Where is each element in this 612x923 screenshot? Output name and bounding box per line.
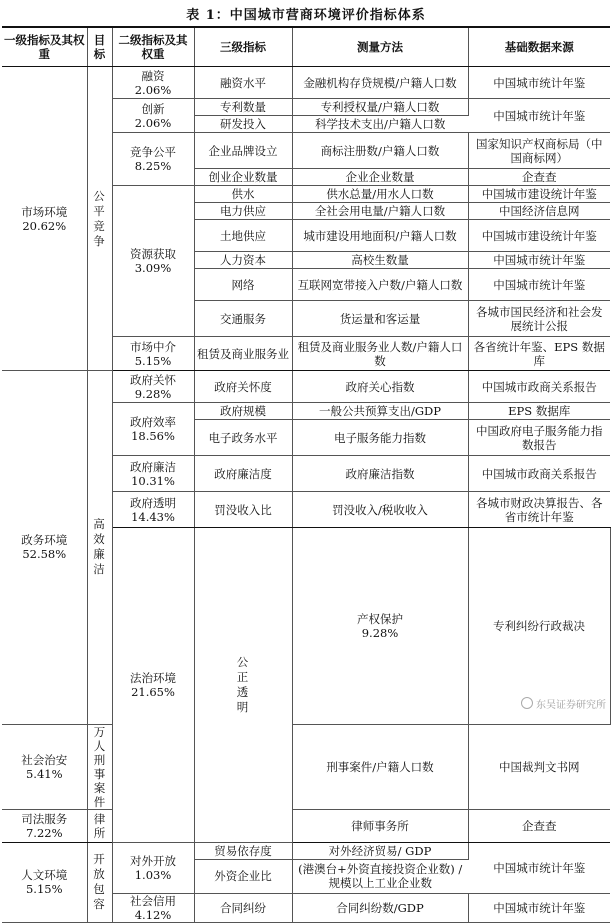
- method-cell: 全社会用电量/户籍人口数: [292, 203, 468, 220]
- source-cell: 中国城市统计年鉴: [468, 269, 610, 301]
- l2-cell: 资源获取 3.09%: [112, 186, 194, 337]
- l3-cell: 电子政务水平: [194, 420, 292, 456]
- method-cell: 货运量和客运量: [292, 301, 468, 337]
- l3-cell: 律所: [87, 809, 112, 842]
- l2-cell: 政府关怀 9.28%: [112, 371, 194, 403]
- l3-cell: 专利纠纷行政裁决: [468, 528, 610, 725]
- method-cell: 政府廉洁指数: [292, 456, 468, 492]
- l2-cell: 融资 2.06%: [112, 67, 194, 99]
- l3-cell: 人力资本: [194, 252, 292, 269]
- source-cell: 中国经济信息网: [468, 203, 610, 220]
- l3-cell: 政府廉洁度: [194, 456, 292, 492]
- l2-cell: 政府廉洁 10.31%: [112, 456, 194, 492]
- source-cell: 中国城市政商关系报告: [468, 456, 610, 492]
- source-cell: 中国裁判文书网: [468, 724, 610, 809]
- goal-cell: 公平竞争: [87, 67, 112, 371]
- l3-cell: 合同纠纷: [194, 893, 292, 922]
- method-cell: 一般公共预算支出/GDP: [292, 403, 468, 420]
- source-cell: 企查查: [468, 169, 610, 186]
- header-method: 测量方法: [292, 27, 468, 67]
- l3-cell: 融资水平: [194, 67, 292, 99]
- source-cell: 中国政府电子服务能力指数报告: [468, 420, 610, 456]
- l3-cell: 土地供应: [194, 220, 292, 252]
- l2-cell: 社会治安 5.41%: [2, 724, 87, 809]
- l3-cell: 政府关怀度: [194, 371, 292, 403]
- l3-cell: 研发投入: [194, 116, 292, 133]
- table-row: [2, 842, 610, 859]
- method-cell: 科学技术支出/户籍人口数: [292, 116, 468, 133]
- source-cell: 企查查: [468, 809, 610, 842]
- watermark-logo-icon: [521, 697, 533, 709]
- method-cell: 高校生数量: [292, 252, 468, 269]
- method-cell: 律师事务所: [292, 809, 468, 842]
- method-cell: 专利授权量/户籍人口数: [292, 99, 468, 116]
- l3-cell: 罚没收入比: [194, 492, 292, 528]
- l2-cell: 对外开放 1.03%: [112, 842, 194, 893]
- method-cell: 互联网宽带接入户数/户籍人口数: [292, 269, 468, 301]
- table-row: [2, 371, 610, 403]
- method-cell: 电子服务能力指数: [292, 420, 468, 456]
- l1-cell: 法治环境 21.65%: [112, 528, 194, 843]
- l3-cell: 政府规模: [194, 403, 292, 420]
- goal-cell: 公正透明: [194, 528, 292, 843]
- method-cell: 商标注册数/户籍人口数: [292, 133, 468, 169]
- watermark: [521, 696, 606, 711]
- l3-cell: 万人刑事案件: [87, 724, 112, 809]
- l3-cell: 企业品牌设立: [194, 133, 292, 169]
- source-cell: 中国城市统计年鉴: [468, 67, 610, 99]
- l3-cell: 供水: [194, 186, 292, 203]
- l3-cell: 电力供应: [194, 203, 292, 220]
- header-l2: 二级指标及其权重: [112, 27, 194, 67]
- header-l1: 一级指标及其权重: [2, 27, 87, 67]
- source-cell: 中国城市统计年鉴: [468, 252, 610, 269]
- method-cell: 罚没收入/税收收入: [292, 492, 468, 528]
- source-cell: 中国城市建设统计年鉴: [468, 186, 610, 203]
- goal-cell: 开放包容: [87, 842, 112, 922]
- method-cell: 对外经济贸易/ GDP: [292, 842, 468, 859]
- source-cell: 各城市财政决算报告、各省市统计年鉴: [468, 492, 610, 528]
- l3-cell: 网络: [194, 269, 292, 301]
- l1-cell: 市场环境 20.62%: [2, 67, 87, 371]
- l3-cell: 专利数量: [194, 99, 292, 116]
- l1-cell: 人文环境 5.15%: [2, 842, 87, 922]
- table-title: 表 1：中国城市营商环境评价指标体系: [186, 8, 426, 23]
- l1-cell: 政务环境 52.58%: [2, 371, 87, 725]
- header-l3: 三级指标: [194, 27, 292, 67]
- l2-cell: 政府透明 14.43%: [112, 492, 194, 528]
- l3-cell: 创业企业数量: [194, 169, 292, 186]
- source-cell: 中国城市建设统计年鉴: [468, 220, 610, 252]
- l2-cell: 社会信用 4.12%: [112, 893, 194, 922]
- l3-cell: 贸易依存度: [194, 842, 292, 859]
- l2-cell: 司法服务 7.22%: [2, 809, 87, 842]
- watermark-text: 东吴证券研究所: [536, 700, 606, 711]
- source-cell: 各省统计年鉴、EPS 数据库: [468, 337, 610, 371]
- source-cell: 中国城市统计年鉴: [468, 842, 610, 893]
- method-cell: 合同纠纷数/GDP: [292, 893, 468, 922]
- l2-cell: 市场中介 5.15%: [112, 337, 194, 371]
- header-goal: 目标: [87, 27, 112, 67]
- method-cell: 城市建设用地面积/户籍人口数: [292, 220, 468, 252]
- method-cell: (港澳台+外资直接投资企业数) /规模以上工业企业数: [292, 859, 468, 893]
- method-cell: 金融机构存贷规模/户籍人口数: [292, 67, 468, 99]
- goal-cell: 高效廉洁: [87, 371, 112, 725]
- l2-cell: 创新 2.06%: [112, 99, 194, 133]
- source-cell: 中国城市统计年鉴: [468, 99, 610, 133]
- method-cell: 刑事案件/户籍人口数: [292, 724, 468, 809]
- source-cell: 国家知识产权商标局（中国商标网）: [468, 133, 610, 169]
- l3-cell: 交通服务: [194, 301, 292, 337]
- source-cell: 中国城市政商关系报告: [468, 371, 610, 403]
- method-cell: 企业企业数量: [292, 169, 468, 186]
- method-cell: 政府关心指数: [292, 371, 468, 403]
- table-row: [2, 67, 610, 99]
- l3-cell: 外资企业比: [194, 859, 292, 893]
- header-row: [2, 27, 610, 67]
- l2-cell: 政府效率 18.56%: [112, 403, 194, 456]
- indicator-table: [2, 26, 610, 923]
- l3-cell: 租赁及商业服务业: [194, 337, 292, 371]
- source-cell: 各城市国民经济和社会发展统计公报: [468, 301, 610, 337]
- table-row: [2, 809, 610, 842]
- source-cell: EPS 数据库: [468, 403, 610, 420]
- l2-cell: 产权保护 9.28%: [292, 528, 468, 725]
- table-row: [2, 724, 610, 809]
- method-cell: 供水总量/用水人口数: [292, 186, 468, 203]
- header-source: 基础数据来源: [468, 27, 610, 67]
- source-cell: 中国城市统计年鉴: [468, 893, 610, 922]
- l2-cell: 竞争公平 8.25%: [112, 133, 194, 186]
- method-cell: 租赁及商业服务业人数/户籍人口数: [292, 337, 468, 371]
